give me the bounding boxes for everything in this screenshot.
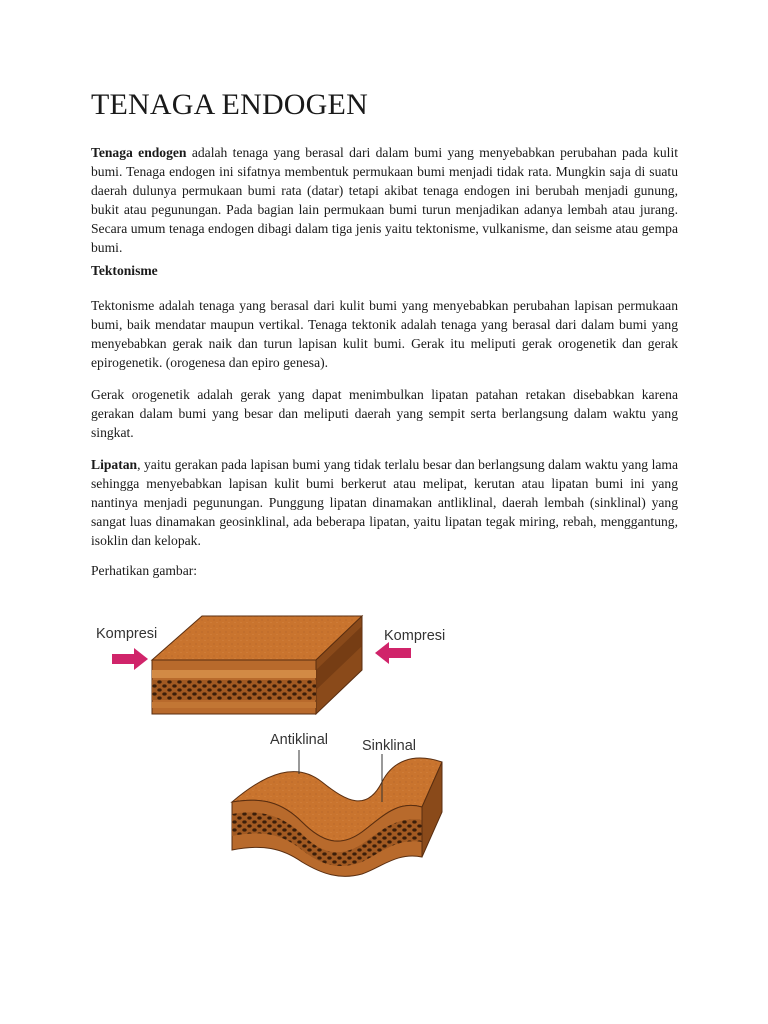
term-lipatan: Lipatan [91, 457, 138, 472]
folding-diagram [92, 612, 482, 882]
compression-arrow-left [112, 648, 148, 670]
intro-body: adalah tenaga yang berasal dari dalam bumi yang menyebabkan perubahan pada kulit bumi. Tenaga endogen ini sifatnya membentuk permukaan bumi menjadi tidak rata. Mungkin saja di suatu daerah dulunya permukaan bumi rata (datar) tetapi akibat tenaga endogen ini berubah menjadi gunung, bukit atau pegunungan. Pada bagian lain permukaan bumi turun menjadikan adanya lembah atau jurang. Secara umum tenaga endogen dibagi dalam tiga jenis yaitu tektonisme, vulkanisme, dan seisme atau gempa bumi. [91, 145, 678, 255]
section-heading-tektonisme: Tektonisme [91, 263, 158, 278]
label-antiklinal: Antiklinal [270, 732, 329, 748]
flat-rock-block [152, 616, 362, 714]
orogenetik-paragraph: Gerak orogenetik adalah gerak yang dapat menimbulkan lipatan patahan retakan disebabkan karena gerakan dalam bumi yang besar dan meliputi daerah yang sempit serta berlangsung dalam waktu yang singkat. [91, 387, 678, 440]
lipatan-body: , yaitu gerakan pada lapisan bumi yang tidak terlalu besar dan berlangsung dalam waktu yang lama sehingga menyebabkan lapisan kulit bumi berkerut atau melipat, kerutan atau lipatan bumi ini yang nantinya menjadi pegunungan. Punggung lipatan dinamakan antliklinal, daerah lembah (sinklinal) yang sangat luas dinamakan geosinklinal, ada beberapa lipatan, yaitu lipatan tegak miring, rebah, menggantung, isoklin dan kelopak. [91, 457, 678, 548]
tektonisme-paragraph: Tektonisme adalah tenaga yang berasal dari kulit bumi yang menyebabkan perubahan lapisan permukaan bumi, baik mendatar maupun vertikal. Tenaga tektonik adalah tenaga yang berasal dari dalam bumi yang menyebabkan gerak naik dan turun lapisan kulit bumi. Gerak itu meliputi gerak orogenetik dan gerak epirogenetik. (orogenesa dan epiro genesa). [91, 298, 678, 370]
compression-arrow-right [375, 642, 411, 664]
label-sinklinal: Sinklinal [362, 738, 416, 754]
page-title: TENAGA ENDOGEN [91, 88, 368, 121]
folded-rock-block [232, 758, 442, 876]
label-kompresi-right: Kompresi [384, 628, 446, 644]
intro-paragraph [91, 143, 678, 257]
figure-intro-text: Perhatikan gambar: [91, 563, 198, 578]
label-kompresi-left: Kompresi [96, 626, 158, 642]
term-tenaga-endogen: Tenaga endogen [91, 145, 187, 160]
lipatan-paragraph [91, 455, 678, 550]
